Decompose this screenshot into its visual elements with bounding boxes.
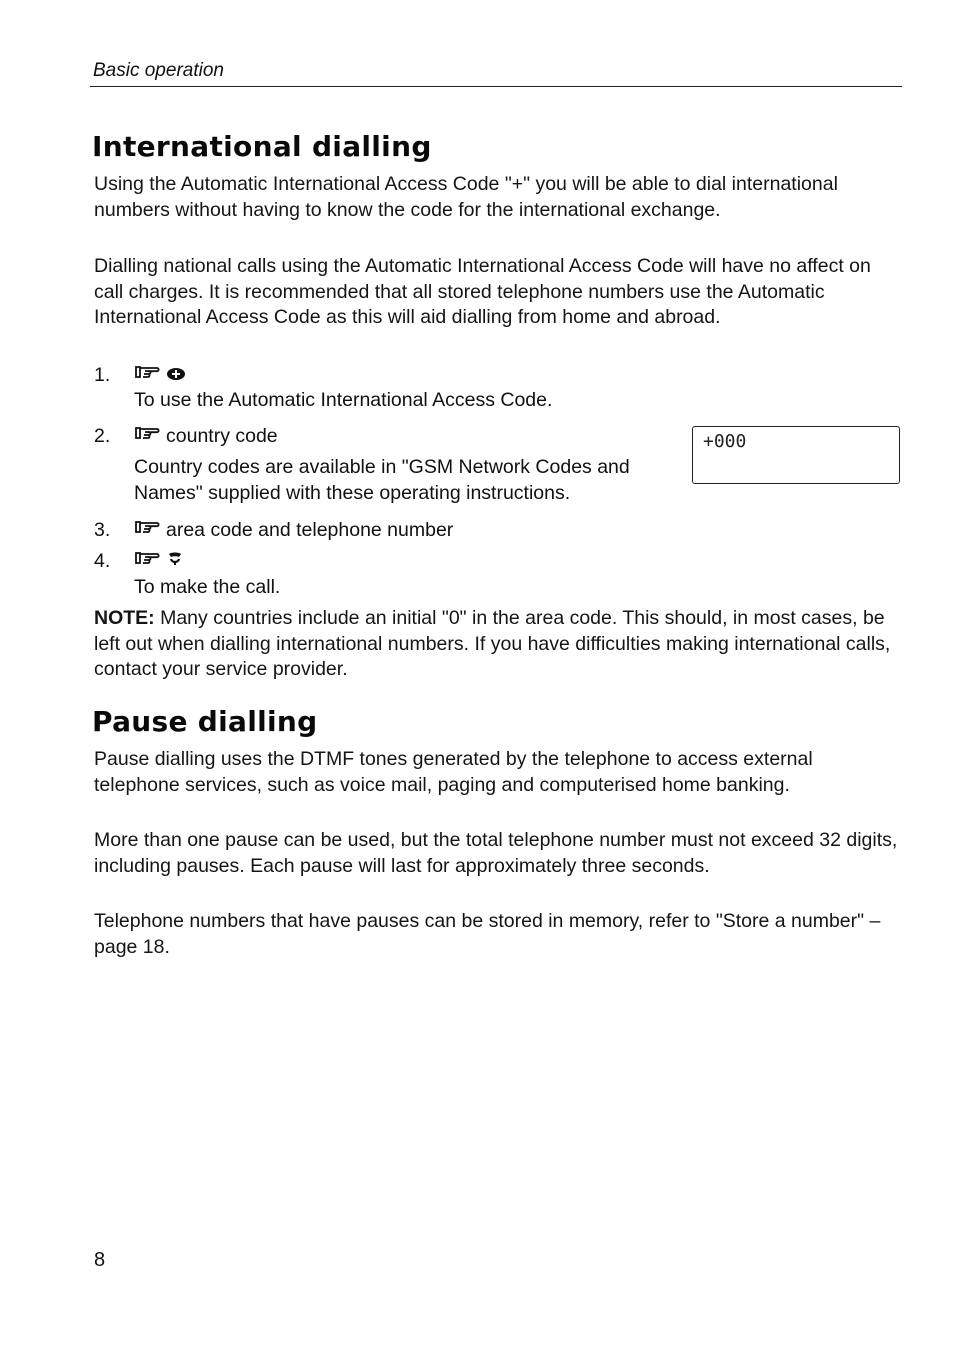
phone-display <box>692 426 900 484</box>
note-text: Many countries include an initial "0" in the area code. This should, in most cases, be left out when dialling international numbers. If you have difficulties making international calls, contact your service provider. <box>94 607 891 680</box>
step-1-instruction <box>134 363 186 388</box>
step-4-instruction <box>134 549 184 574</box>
international-intro-paragraph: Using the Automatic International Access Code "+" you will be able to dial international numbers without having to know the code for the international exchange. <box>94 173 838 221</box>
international-dialling-heading: International dialling <box>92 130 432 163</box>
pause-memory-paragraph: Telephone numbers that have pauses can be stored in memory, refer to "Store a number" – page 18. <box>94 910 881 958</box>
pause-dialling-heading: Pause dialling <box>92 705 318 738</box>
step-1-description: To use the Automatic International Access Code. <box>134 389 553 411</box>
international-charges-paragraph: Dialling national calls using the Automatic International Access Code will have no affect on call charges. It is recommended that all stored telephone numbers use the Automatic International Access Code as this will aid dialling from home and abroad. <box>94 255 871 328</box>
step-1-number: 1. <box>94 364 111 386</box>
step-4-number: 4. <box>94 550 111 572</box>
section-header: Basic operation <box>93 60 224 81</box>
step-2-description: Country codes are available in "GSM Network Codes and Names" supplied with these operating instructions. <box>134 456 630 504</box>
page-number: 8 <box>94 1249 106 1271</box>
step-3-number: 3. <box>94 519 111 541</box>
step-3-text: area code and telephone number <box>166 519 454 541</box>
display-text: +000 <box>703 431 747 452</box>
pointing-hand-icon <box>134 549 160 574</box>
pointing-hand-icon <box>134 363 160 388</box>
note-paragraph <box>94 606 902 683</box>
header-rule <box>90 86 902 87</box>
step-2-instruction <box>134 424 278 449</box>
pointing-hand-icon <box>134 424 160 449</box>
step-2-number: 2. <box>94 425 111 447</box>
step-3-instruction <box>134 518 453 543</box>
send-call-icon <box>166 549 184 574</box>
pause-intro-paragraph: Pause dialling uses the DTMF tones generated by the telephone to access external telephone services, such as voice mail, paging and computerised home banking. <box>94 748 813 796</box>
note-label: NOTE: <box>94 607 155 629</box>
step-2-text: country code <box>166 425 278 447</box>
step-4-description: To make the call. <box>134 576 281 598</box>
plus-key-icon <box>166 363 186 388</box>
pause-limits-paragraph: More than one pause can be used, but the total telephone number must not exceed 32 digits, including pauses. Each pause will last for approximately three seconds. <box>94 829 898 877</box>
pointing-hand-icon <box>134 518 160 543</box>
